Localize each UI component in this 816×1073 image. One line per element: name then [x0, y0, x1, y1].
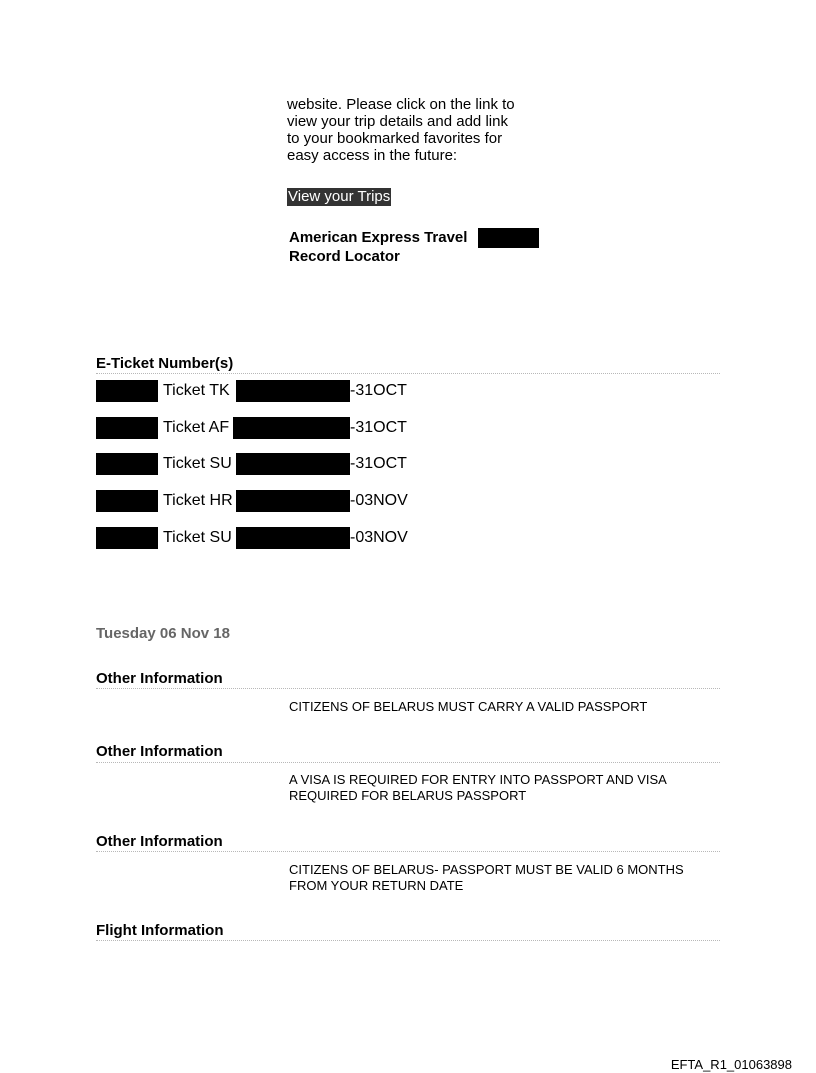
- ticket-label: Ticket HR: [163, 492, 233, 509]
- info-line: CITIZENS OF BELARUS- PASSPORT MUST BE VALID 6 MONTHS: [289, 862, 684, 877]
- redaction-block: [236, 453, 350, 475]
- ticket-row: [96, 453, 596, 475]
- redaction-block: [96, 417, 158, 439]
- redaction-block: [236, 490, 350, 512]
- ticket-date-suffix: -03NOV: [350, 529, 408, 546]
- document-id: EFTA_R1_01063898: [670, 1057, 792, 1072]
- itinerary-date: Tuesday 06 Nov 18: [96, 625, 230, 642]
- ticket-date-suffix: -31OCT: [350, 419, 407, 436]
- intro-paragraph: [287, 96, 557, 164]
- redaction-block: [236, 527, 350, 549]
- info-line: CITIZENS OF BELARUS MUST CARRY A VALID PASSPORT: [289, 699, 648, 714]
- ticket-row: [96, 527, 596, 549]
- other-info-text: [289, 862, 719, 894]
- ticket-date-suffix: -03NOV: [350, 492, 408, 509]
- ticket-label: Ticket AF: [163, 419, 230, 436]
- other-info-text: [289, 772, 719, 804]
- ticket-label: Ticket TK: [163, 382, 230, 399]
- ticket-label: Ticket SU: [163, 455, 232, 472]
- eticket-section-title: E-Ticket Number(s): [96, 355, 234, 372]
- ticket-row: [96, 490, 596, 512]
- redaction-block: [478, 228, 539, 248]
- intro-line: easy access in the future:: [287, 147, 458, 164]
- info-line: REQUIRED FOR BELARUS PASSPORT: [289, 788, 527, 803]
- other-info-text: [289, 699, 719, 715]
- intro-line: to your bookmarked favorites for: [287, 130, 503, 147]
- ticket-row: [96, 380, 596, 402]
- flight-info-title: Flight Information: [96, 922, 224, 939]
- redaction-block: [236, 380, 350, 402]
- section-divider: [96, 762, 720, 763]
- info-line: A VISA IS REQUIRED FOR ENTRY INTO PASSPORT AND VISA: [289, 772, 667, 787]
- redaction-block: [96, 490, 158, 512]
- other-info-title: Other Information: [96, 833, 223, 850]
- record-locator-label: Record Locator: [289, 248, 400, 265]
- ticket-date-suffix: -31OCT: [350, 455, 407, 472]
- section-divider: [96, 688, 720, 689]
- ticket-label: Ticket SU: [163, 529, 232, 546]
- section-divider: [96, 940, 720, 941]
- section-divider: [96, 851, 720, 852]
- other-info-title: Other Information: [96, 743, 223, 760]
- view-trips-link[interactable]: View your Trips: [288, 188, 391, 205]
- ticket-row: [96, 417, 596, 439]
- redaction-block: [96, 453, 158, 475]
- record-locator-block: [289, 228, 539, 266]
- ticket-date-suffix: -31OCT: [350, 382, 407, 399]
- info-line: FROM YOUR RETURN DATE: [289, 878, 464, 893]
- redaction-block: [96, 527, 158, 549]
- intro-line: website. Please click on the link to: [287, 96, 515, 113]
- section-divider: [96, 373, 720, 374]
- intro-line: view your trip details and add link: [287, 113, 508, 130]
- amex-travel-label: American Express Travel: [289, 228, 468, 246]
- redaction-block: [233, 417, 350, 439]
- redaction-block: [96, 380, 158, 402]
- other-info-title: Other Information: [96, 670, 223, 687]
